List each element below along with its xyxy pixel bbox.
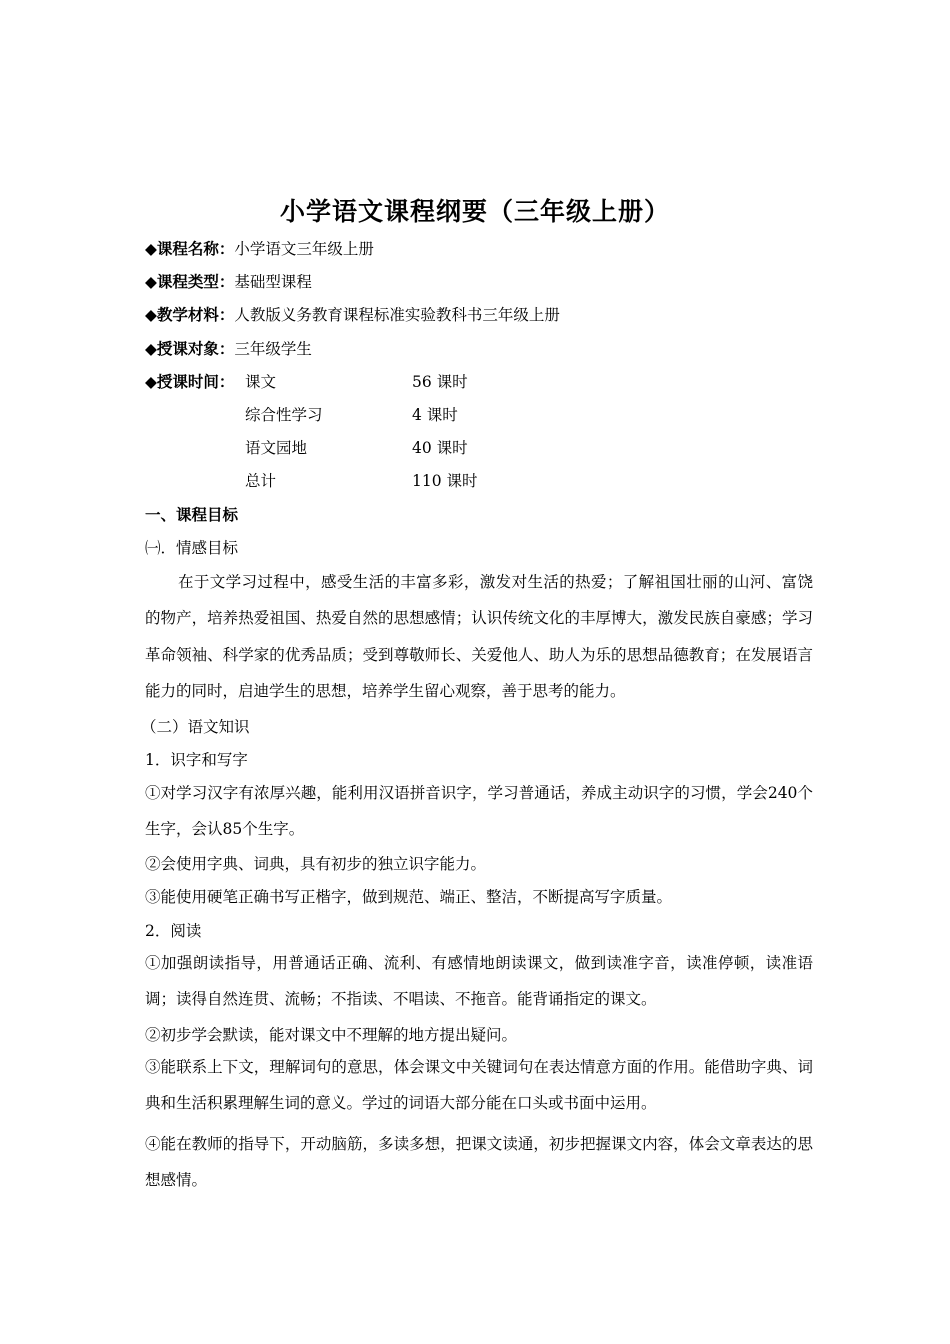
list-item: ①加强朗读指导，用普通话正确、流利、有感情地朗读课文，做到读准字音，读准停顿，读准语调；读得自然连贯、流畅；不指读、不唱读、不拖音。能背诵指定的课文。 [145,954,813,1009]
subsection-heading: ㈠．情感目标 [145,539,239,557]
item-heading: 2．阅读 [145,922,202,940]
meta-value: 小学语文三年级上册 [234,240,374,258]
schedule-row-hours: 110 课时 [412,472,478,490]
schedule-row-name: 综合性学习 [245,406,323,424]
meta-label: ◆课程名称： [145,240,235,258]
paragraph-emotion-goal: 在于文学习过程中，感受生活的丰富多彩，激发对生活的热爱；了解祖国壮丽的山河、富饶的物产，培养热爱祖国、热爱自然的思想感情；认识传统文化的丰厚博大，激发民族自豪感；学习革命领袖、科学家的优秀品质；受到尊敬师长、关爱他人、助人为乐的思想品德教育；在发展语言能力的同时，启迪学生的思想，培养学生留心观察，善于思考的能力。 [145,573,813,700]
meta-course-name [145,238,374,260]
list-item: ②初步学会默读，能对课文中不理解的地方提出疑问。 [145,1026,518,1044]
list-item: ②会使用字典、词典，具有初步的独立识字能力。 [145,855,487,873]
schedule-row-hours: 56 课时 [412,373,468,391]
list-item: ④能在教师的指导下，开动脑筋，多读多想，把课文读通，初步把握课文内容，体会文章表达的思想感情。 [145,1135,813,1190]
schedule-row-hours: 40 课时 [412,439,468,457]
meta-label: ◆课程类型： [145,273,235,291]
subsection-heading: （二）语文知识 [141,718,250,736]
schedule-row-name: 总计 [245,472,277,490]
schedule-row-name: 课文 [245,373,277,391]
list-item: ①对学习汉字有浓厚兴趣，能利用汉语拼音识字，学习普通话，养成主动识字的习惯，学会240个生字，会认85个生字。 [145,784,813,839]
document-title: 小学语文课程纲要（三年级上册） [279,197,670,226]
meta-course-type [145,271,312,293]
section-heading: 一、课程目标 [145,506,239,524]
meta-value: 人教版义务教育课程标准实验教科书三年级上册 [234,306,560,324]
meta-value: 三年级学生 [234,340,312,358]
list-item: ③能联系上下文，理解词句的意思，体会课文中关键词句在表达情意方面的作用。能借助字典、词典和生活积累理解生词的意义。学过的词语大部分能在口头或书面中运用。 [145,1058,813,1113]
meta-audience [145,338,312,360]
meta-label: ◆教学材料： [145,306,235,324]
meta-label: ◆授课对象： [145,340,235,358]
meta-value: 基础型课程 [234,273,312,291]
list-item: ③能使用硬笔正确书写正楷字，做到规范、端正、整洁，不断提高写字质量。 [145,888,673,906]
schedule-row-hours: 4 课时 [412,406,458,424]
item-heading: 1．识字和写字 [145,751,248,769]
meta-materials [145,304,560,326]
schedule-label: ◆授课时间： [145,373,235,391]
schedule-row-name: 语文园地 [245,439,308,457]
